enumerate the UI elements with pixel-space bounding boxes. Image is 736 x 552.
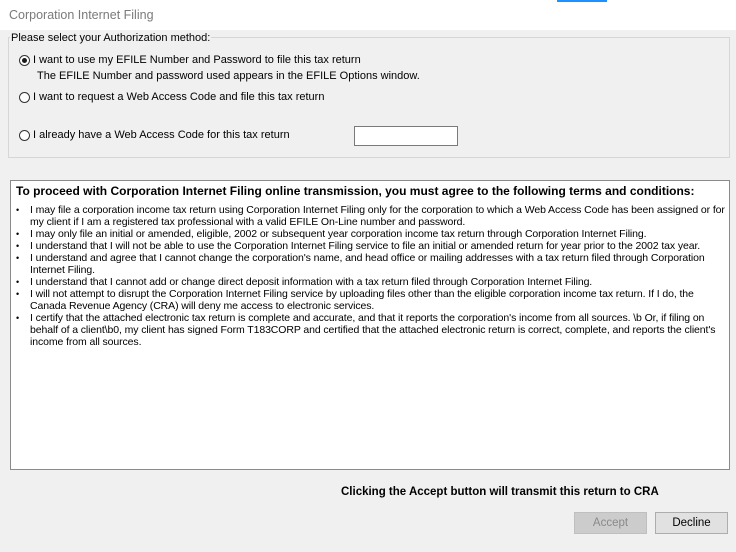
auth-option-efile-subtext: The EFILE Number and password used appears in the EFILE Options window. <box>37 70 420 82</box>
terms-panel <box>10 180 730 470</box>
terms-heading: To proceed with Corporation Internet Filing online transmission, you must agree to the following terms and conditions: <box>16 184 695 198</box>
transmit-notice: Clicking the Accept button will transmit this return to CRA <box>341 486 659 498</box>
auth-option-request-wac[interactable] <box>19 91 324 103</box>
auth-option-have-wac-label: I already have a Web Access Code for this tax return <box>33 129 290 141</box>
terms-item: • I certify that the attached electronic tax return is complete and accurate, and that it reports the corporation's income from all sources. \b Or, if filing on behalf of a client\b0, my client has signed Form T183CORP and certified that the attached electronic return is correct, complete, and reports the client's income from all sources. <box>25 312 725 348</box>
window-title: Corporation Internet Filing <box>9 8 154 22</box>
auth-option-efile-label: I want to use my EFILE Number and Password to file this tax return <box>33 54 361 66</box>
accept-button[interactable]: Accept <box>574 512 647 534</box>
radio-efile[interactable] <box>19 55 30 66</box>
auth-option-request-wac-label: I want to request a Web Access Code and file this tax return <box>33 91 325 103</box>
terms-item: • I understand that I cannot add or change direct deposit information with a tax return filed through Corporation Internet Filing. <box>25 276 725 288</box>
terms-item: • I understand that I will not be able to use the Corporation Internet Filing service to file an initial or amended return for year prior to the 2002 tax year. <box>25 240 725 252</box>
decline-button[interactable]: Decline <box>655 512 728 534</box>
terms-list <box>15 204 725 348</box>
terms-item: • I may file a corporation income tax return using Corporation Internet Filing only for the corporation to which a Web Access Code has been assigned or for my client if I am a registered tax professional with a valid EFILE On-Line number and password. <box>25 204 725 228</box>
radio-request-wac[interactable] <box>19 92 30 103</box>
title-bar <box>0 0 736 30</box>
terms-item: • I may only file an initial or amended, eligible, 2002 or subsequent year corporation income tax return through Corporation Internet Filing. <box>25 228 725 240</box>
web-access-code-input[interactable] <box>354 126 458 146</box>
terms-item: • I will not attempt to disrupt the Corporation Internet Filing service by uploading files other than the eligible corporation income tax return. If I do, the Canada Revenue Agency (CRA) will deny me access to electronic services. <box>25 288 725 312</box>
authorization-group-label: Please select your Authorization method: <box>11 32 211 44</box>
auth-option-efile[interactable] <box>19 54 361 66</box>
auth-option-have-wac[interactable] <box>19 129 290 141</box>
terms-item: • I understand and agree that I cannot change the corporation's name, and head office or mailing addresses with a tax return filed through Corporation Internet Filing. <box>25 252 725 276</box>
title-bar-accent <box>557 0 607 2</box>
radio-have-wac[interactable] <box>19 130 30 141</box>
